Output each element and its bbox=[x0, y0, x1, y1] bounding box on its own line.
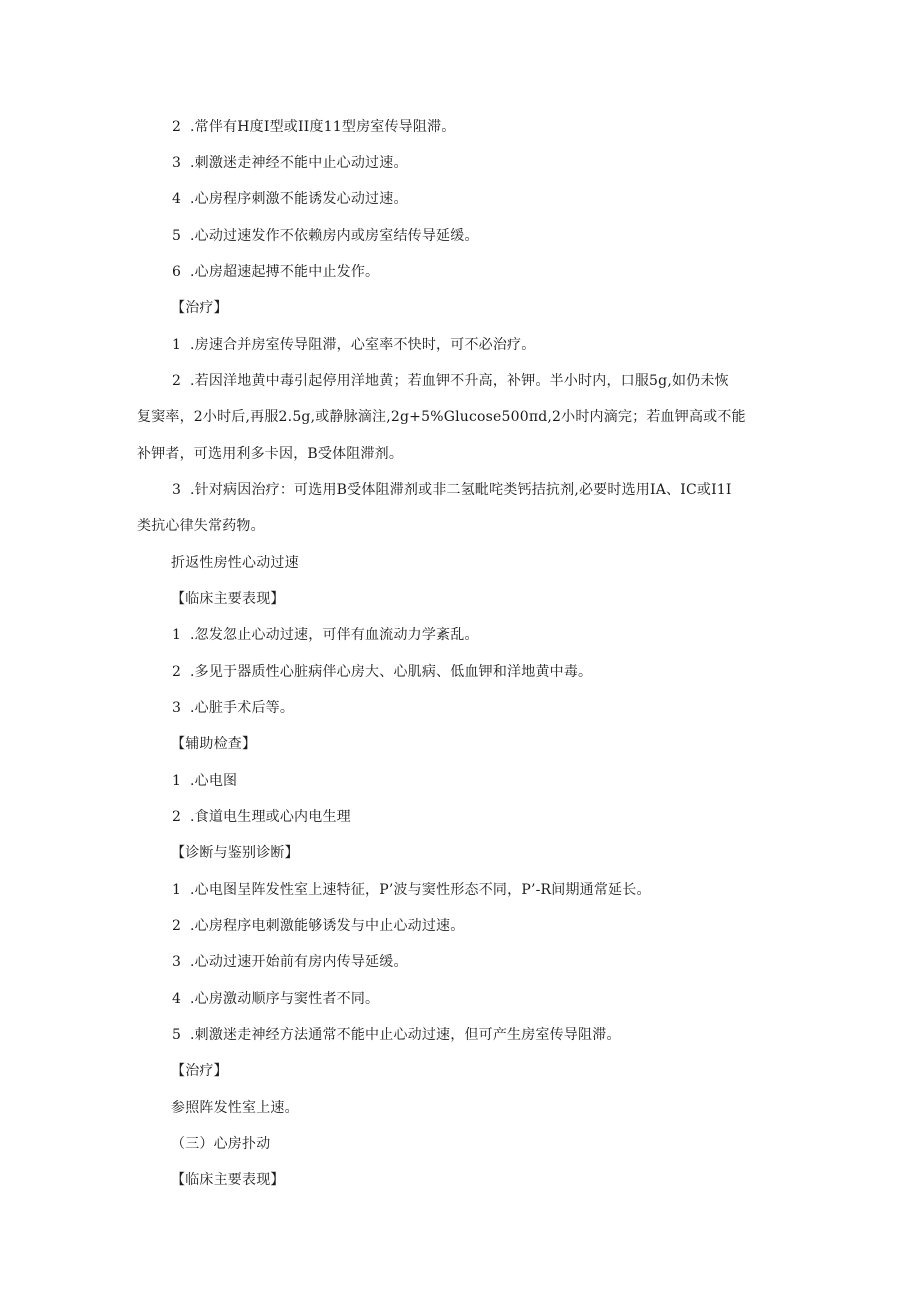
section-heading-text: 【诊断与鉴别诊断】 bbox=[171, 845, 299, 861]
paragraph-text: 类抗心律失常药物。 bbox=[137, 518, 265, 534]
subtitle-text: （三）心房扑动 bbox=[171, 1136, 271, 1152]
paragraph-text: 补钾者，可选用利多卡因，B受体阻滞剂。 bbox=[137, 446, 404, 462]
item-number: 2 bbox=[172, 664, 182, 680]
item-number: 2 bbox=[172, 918, 182, 934]
item-text: .心房程序刺激不能诱发心动过速。 bbox=[190, 191, 408, 207]
item-number: 5 bbox=[172, 228, 182, 244]
item-text: .心动过速开始前有房内传导延缓。 bbox=[190, 954, 408, 970]
item-number: 3 bbox=[172, 700, 182, 716]
item-text: .心动过速发作不依赖房内或房室结传导延缓。 bbox=[190, 228, 479, 244]
item-number: 1 bbox=[172, 337, 182, 353]
section-heading-text: 【临床主要表现】 bbox=[171, 1172, 285, 1188]
item-text: .刺激迷走神经方法通常不能中止心动过速，但可产生房室传导阻滞。 bbox=[190, 1027, 621, 1043]
item-number: 4 bbox=[172, 191, 182, 207]
item-number: 2 bbox=[172, 809, 182, 825]
item-number: 3 bbox=[172, 155, 182, 171]
item-text: .心电图呈阵发性室上速特征，P’波与窦性形态不同，P’-R间期通常延长。 bbox=[190, 882, 651, 898]
item-number: 5 bbox=[172, 1027, 182, 1043]
item-text: .若因洋地黄中毒引起停用洋地黄；若血钾不升高，补钾。半小时内，口服5g,如仍未恢 bbox=[190, 373, 729, 389]
section-heading-text: 【治疗】 bbox=[171, 1063, 228, 1079]
item-number: 1 bbox=[172, 773, 182, 789]
item-number: 6 bbox=[172, 264, 182, 280]
item-text: .刺激迷走神经不能中止心动过速。 bbox=[190, 155, 408, 171]
item-text: .心房超速起搏不能中止发作。 bbox=[190, 264, 380, 280]
item-number: 1 bbox=[172, 627, 182, 643]
section-heading-text: 【辅助检查】 bbox=[171, 736, 257, 752]
item-number: 1 bbox=[172, 882, 182, 898]
item-text: .心电图 bbox=[190, 773, 238, 789]
item-text: .房速合并房室传导阻滞，心室率不快时，可不必治疗。 bbox=[190, 337, 536, 353]
item-text: .心房激动顺序与窦性者不同。 bbox=[190, 991, 380, 1007]
item-number: 3 bbox=[172, 482, 182, 498]
item-text: .常伴有H度I型或II度11型房室传导阻滞。 bbox=[190, 119, 456, 135]
paragraph-text: 参照阵发性室上速。 bbox=[171, 1100, 299, 1116]
item-text: .针对病因治疗：可选用B受体阻滞剂或非二氢毗咤类钙拮抗剂,必要时选用IA、IC或I1I bbox=[190, 482, 732, 498]
item-text: .食道电生理或心内电生理 bbox=[190, 809, 351, 825]
subtitle-text: 折返性房性心动过速 bbox=[171, 555, 299, 571]
paragraph-text: 复窦率，2小时后,再服2.5g,或静脉滴注,2g+5%Glucose500πd,2小时内滴完；若血钾高或不能 bbox=[137, 409, 746, 425]
item-text: .心房程序电刺激能够诱发与中止心动过速。 bbox=[190, 918, 465, 934]
section-heading-text: 【治疗】 bbox=[171, 300, 228, 316]
item-text: .忽发忽止心动过速，可伴有血流动力学紊乱。 bbox=[190, 627, 479, 643]
item-text: .多见于器质性心脏病伴心房大、心肌病、低血钾和洋地黄中毒。 bbox=[190, 664, 593, 680]
section-heading-text: 【临床主要表现】 bbox=[171, 591, 285, 607]
item-number: 4 bbox=[172, 991, 182, 1007]
item-number: 2 bbox=[172, 119, 182, 135]
item-text: .心脏手术后等。 bbox=[190, 700, 295, 716]
item-number: 2 bbox=[172, 373, 182, 389]
item-number: 3 bbox=[172, 954, 182, 970]
